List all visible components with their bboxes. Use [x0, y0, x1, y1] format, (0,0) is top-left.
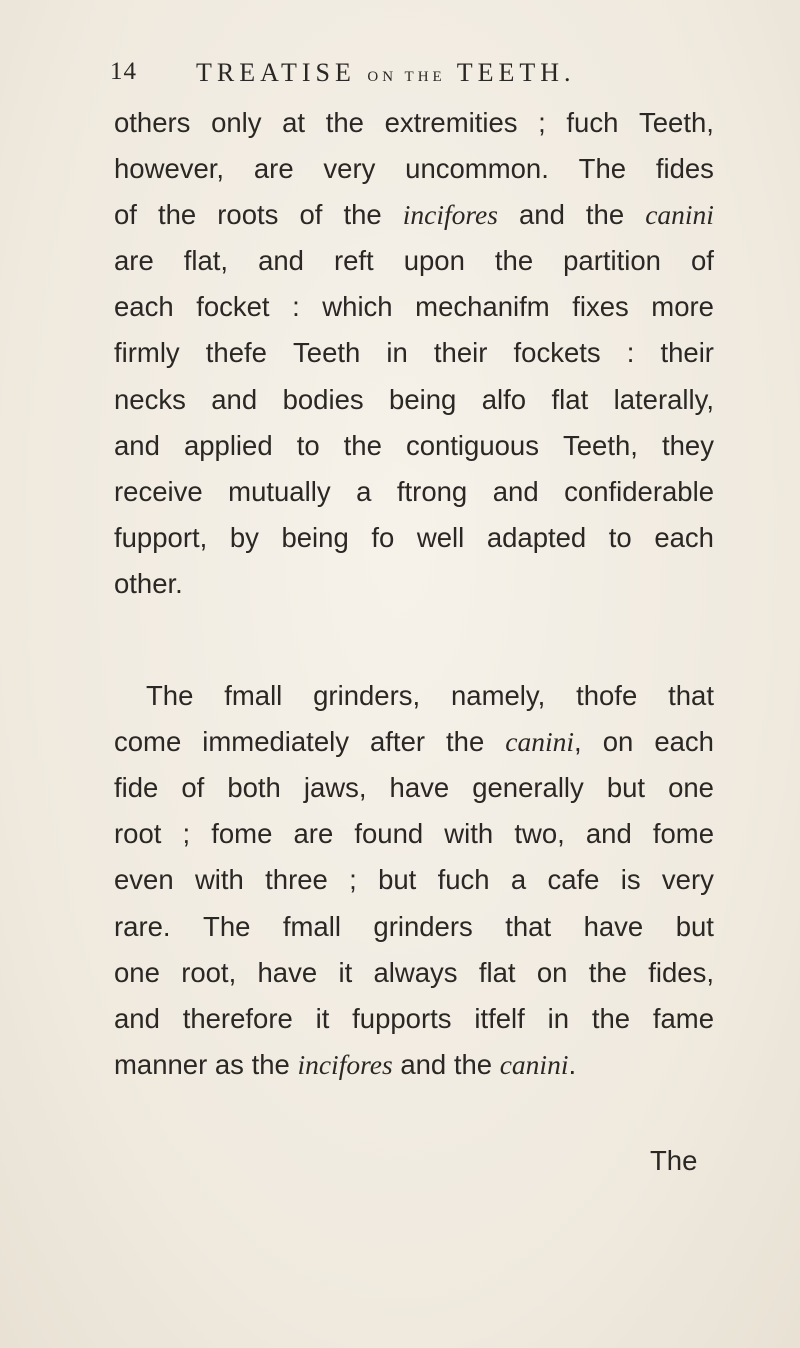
text-line: of the roots of the incifores and the canini [114, 199, 714, 231]
running-head [196, 58, 576, 88]
page-number: 14 [110, 58, 137, 85]
text-line: others only at the extremities ; fuch Teeth, [114, 107, 714, 138]
paragraph-2 [114, 673, 714, 1088]
text-line: and therefore it fupports itfelf in the fame [114, 1002, 714, 1034]
text-line: one root, have it always flat on the fides, [114, 956, 714, 988]
paragraph-1 [114, 100, 714, 607]
text-line: other. [114, 567, 183, 599]
text-line: even with three ; but fuch a cafe is very [114, 864, 714, 896]
text-line: fupport, by being fo well adapted to each [114, 521, 714, 553]
text-line: firmly thefe Teeth in their fockets : their [114, 337, 714, 369]
text-line: are flat, and reft upon the partition of [114, 245, 714, 277]
text-line: necks and bodies being alfo flat laterally, [114, 383, 714, 415]
body-text [114, 100, 714, 1088]
text-line: receive mutually a ftrong and confiderable [114, 475, 714, 507]
page-header [110, 58, 710, 98]
text-line: manner as the incifores and the canini. [114, 1048, 577, 1080]
text-line: root ; fome are found with two, and fome [114, 818, 714, 850]
running-head-part2: TEETH. [456, 58, 576, 87]
text-line: fide of both jaws, have generally but one [114, 772, 714, 804]
text-line: each focket : which mechanifm fixes more [114, 291, 714, 323]
text-line: come immediately after the canini, on each [114, 726, 714, 758]
text-line: and applied to the contiguous Teeth, they [114, 429, 714, 461]
running-head-connector: ON THE [367, 69, 446, 85]
running-head-part1: TREATISE [196, 58, 356, 87]
text-line: rare. The fmall grinders that have but [114, 910, 714, 942]
text-line: The fmall grinders, namely, thofe that [146, 680, 714, 712]
catchword: The [650, 1145, 698, 1176]
text-line: however, are very uncommon. The fides [114, 153, 714, 185]
paragraph-gap [114, 607, 714, 673]
